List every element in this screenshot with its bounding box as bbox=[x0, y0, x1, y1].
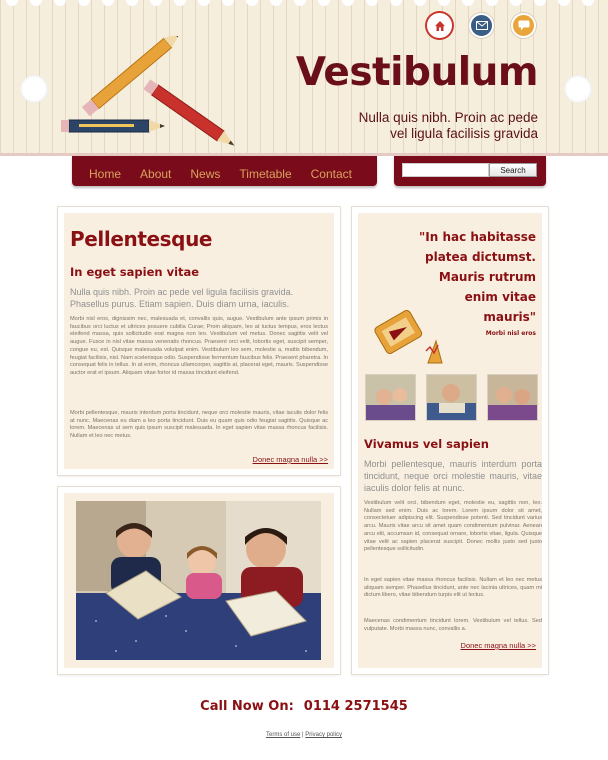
quote-line-5: mauris" bbox=[483, 310, 536, 324]
paper-hole bbox=[246, 0, 258, 6]
site-logo[interactable]: Vestibulum bbox=[295, 50, 538, 95]
article-paragraph-2: Morbi pellentesque, mauris interdum porta tincidunt, neque orci molestie mauris, vitae iaculis dolor felis at nunc. Maecenas eu diam a leo porta tincidunt. Duis eu quam quis odio feugiat sagittis. Quisque ac lorem. Maecenas ut sem quis ipsum suscipit malesuada. In eget sapien vitae massa rhoncus facilisis. Nullam et leo nec metus. bbox=[70, 410, 328, 440]
paper-holes bbox=[0, 0, 608, 8]
paper-hole bbox=[486, 0, 498, 6]
article-more-link[interactable]: Donec magna nulla >> bbox=[252, 455, 328, 464]
paper-hole bbox=[342, 0, 354, 6]
gallery-thumbnail[interactable] bbox=[365, 374, 416, 421]
mail-icon[interactable] bbox=[469, 13, 494, 38]
quote-line-2: platea dictumst. bbox=[425, 250, 536, 264]
privacy-link[interactable]: Privacy policy bbox=[305, 732, 342, 738]
paper-hole bbox=[150, 0, 162, 6]
paper-hole bbox=[30, 0, 42, 6]
paper-hole bbox=[534, 0, 546, 6]
site-tagline bbox=[359, 110, 538, 142]
article-paragraph-1: Morbi nisl eros, dignissim nec, malesuada et, convallis quis, augue. Vestibulum ante ipsum primis in faucibus orci luctus et ultrices posuere cubilia Curae; Proin aliquam, leo at luctus tempus, eros lectus eleifend massa, quis sollicitudin erat magna non leo. Vestibulum vel metus. Donec sagittis velit vel augue. Fusce in nisl vitae massa venenatis rhoncus. Praesent orci velit, lobortis eget, suscipit semper, congue eu, est. Quisque malesuada volutpat enim. Vestibulum leo sem, molestie a, mattis bibendum, feugiat facilisis, nisl. Nam scelerisque odio. Suspendisse fermentum faucibus felis. Praesent pharetra. In consequat felis in tellus. In at enim, rhoncus ullamcorper, sagittis at, placerat eget, mauris. Suspendisse auctor erat et ipsum. Aliquam vitae fortor id massa tincidunt eleifend. bbox=[70, 316, 328, 376]
paper-hole bbox=[126, 0, 138, 6]
quote-line-1: "In hac habitasse bbox=[419, 230, 536, 244]
sidebar-section-title: Vivamus vel sapien bbox=[364, 437, 489, 451]
paper-hole bbox=[510, 0, 522, 6]
pencils-illustration bbox=[55, 36, 245, 146]
sidebar-paragraph-2: In eget sapien vitae massa rhoncus facilisis. Nullam et leo nec metus aliquam semper. Phasellus tincidunt, ante nec lacinia ultrices, quam mi dictum libero, vitae bibendum turpis elit ut lectus. bbox=[364, 577, 542, 599]
sidebar-paragraph-3: Maecenas condimentum tincidunt lorem. Vestibulum vel tellus. Sed vulputate. Morbi massa nunc, convallis a. bbox=[364, 618, 542, 632]
thumbnail-gallery bbox=[365, 374, 538, 421]
photo-panel bbox=[58, 487, 340, 674]
paper-hole bbox=[6, 0, 18, 6]
sharpener-icon bbox=[370, 303, 444, 365]
gallery-thumbnail[interactable] bbox=[487, 374, 538, 421]
sidebar-lead: Morbi pellentesque, mauris interdum porta tincidunt, neque orci molestie mauris, vitae iaculis dolor felis at nunc. bbox=[364, 459, 542, 493]
main-nav bbox=[72, 156, 377, 186]
paper-hole bbox=[78, 0, 90, 6]
search-button[interactable]: Search bbox=[489, 163, 537, 177]
nav-about[interactable]: About bbox=[140, 167, 172, 181]
article-lead: Nulla quis nibh. Proin ac pede vel ligula facilisis gravida. Phasellus purus. Etiam sapien. Duis diam urna, iaculis. bbox=[70, 287, 294, 309]
binder-hole-right bbox=[564, 75, 592, 103]
call-now-banner bbox=[0, 699, 608, 714]
paper-hole bbox=[558, 0, 570, 6]
search-bar bbox=[394, 156, 546, 186]
main-article-panel bbox=[58, 207, 340, 475]
nav-news[interactable]: News bbox=[190, 167, 221, 181]
article-subtitle: In eget sapien vitae bbox=[70, 265, 200, 279]
paper-hole bbox=[198, 0, 210, 6]
paper-hole bbox=[294, 0, 306, 6]
footer-separator: | bbox=[300, 732, 306, 738]
nav-contact[interactable]: Contact bbox=[310, 167, 352, 181]
paper-hole bbox=[390, 0, 402, 6]
tagline-line-1: Nulla quis nibh. Proin ac pede bbox=[358, 110, 538, 125]
binder-hole-left bbox=[20, 75, 48, 103]
paper-hole bbox=[318, 0, 330, 6]
paper-hole bbox=[174, 0, 186, 6]
call-now-label: Call Now On: bbox=[200, 699, 294, 714]
tagline-line-2: vel ligula facilisis gravida bbox=[390, 126, 538, 141]
header bbox=[0, 0, 608, 156]
paper-hole bbox=[366, 0, 378, 6]
paper-hole bbox=[414, 0, 426, 6]
paper-hole bbox=[438, 0, 450, 6]
children-reading-photo bbox=[76, 501, 321, 660]
header-icons bbox=[427, 13, 536, 38]
gallery-thumbnail[interactable] bbox=[426, 374, 477, 421]
quote-line-4: enim vitae bbox=[464, 290, 536, 304]
footer-links bbox=[0, 732, 608, 738]
home-icon[interactable] bbox=[427, 13, 452, 38]
paper-hole bbox=[222, 0, 234, 6]
terms-link[interactable]: Terms of use bbox=[266, 732, 301, 738]
sidebar-paragraph-1: Vestibulum velit orci, bibendum eget, molestie eu, sagittis non, leo. Nullam sed enim. Duis ac lorem. Lorem ipsum dolor sit amet, consectetuer adipiscing elit. Suspendisse potenti. Sed tincidunt varius arcu. Mauris vitae arcu sit amet quam condimentum pulvinar. Aenean arcu elit, accumsan id, consequat ornare, lobortis vitae, ligula. Quisque vitae velit ac sapien placerat suscipit. Donec mollis justo sed justo pellentesque sollicitudin. bbox=[364, 500, 542, 553]
paper-hole bbox=[462, 0, 474, 6]
paper-hole bbox=[270, 0, 282, 6]
search-input[interactable] bbox=[402, 163, 489, 177]
paper-hole bbox=[582, 0, 594, 6]
chat-icon[interactable] bbox=[511, 13, 536, 38]
sidebar-panel bbox=[352, 207, 548, 674]
paper-hole bbox=[54, 0, 66, 6]
nav-home[interactable]: Home bbox=[89, 167, 122, 181]
paper-hole bbox=[102, 0, 114, 6]
sidebar-more-link[interactable]: Donec magna nulla >> bbox=[460, 641, 536, 650]
quote-line-3: Mauris rutrum bbox=[438, 270, 536, 284]
article-title: Pellentesque bbox=[70, 227, 213, 251]
nav-timetable[interactable]: Timetable bbox=[239, 167, 292, 181]
phone-number[interactable]: 0114 2571545 bbox=[303, 699, 408, 714]
quote-author: Morbi nisl eros bbox=[485, 330, 536, 337]
